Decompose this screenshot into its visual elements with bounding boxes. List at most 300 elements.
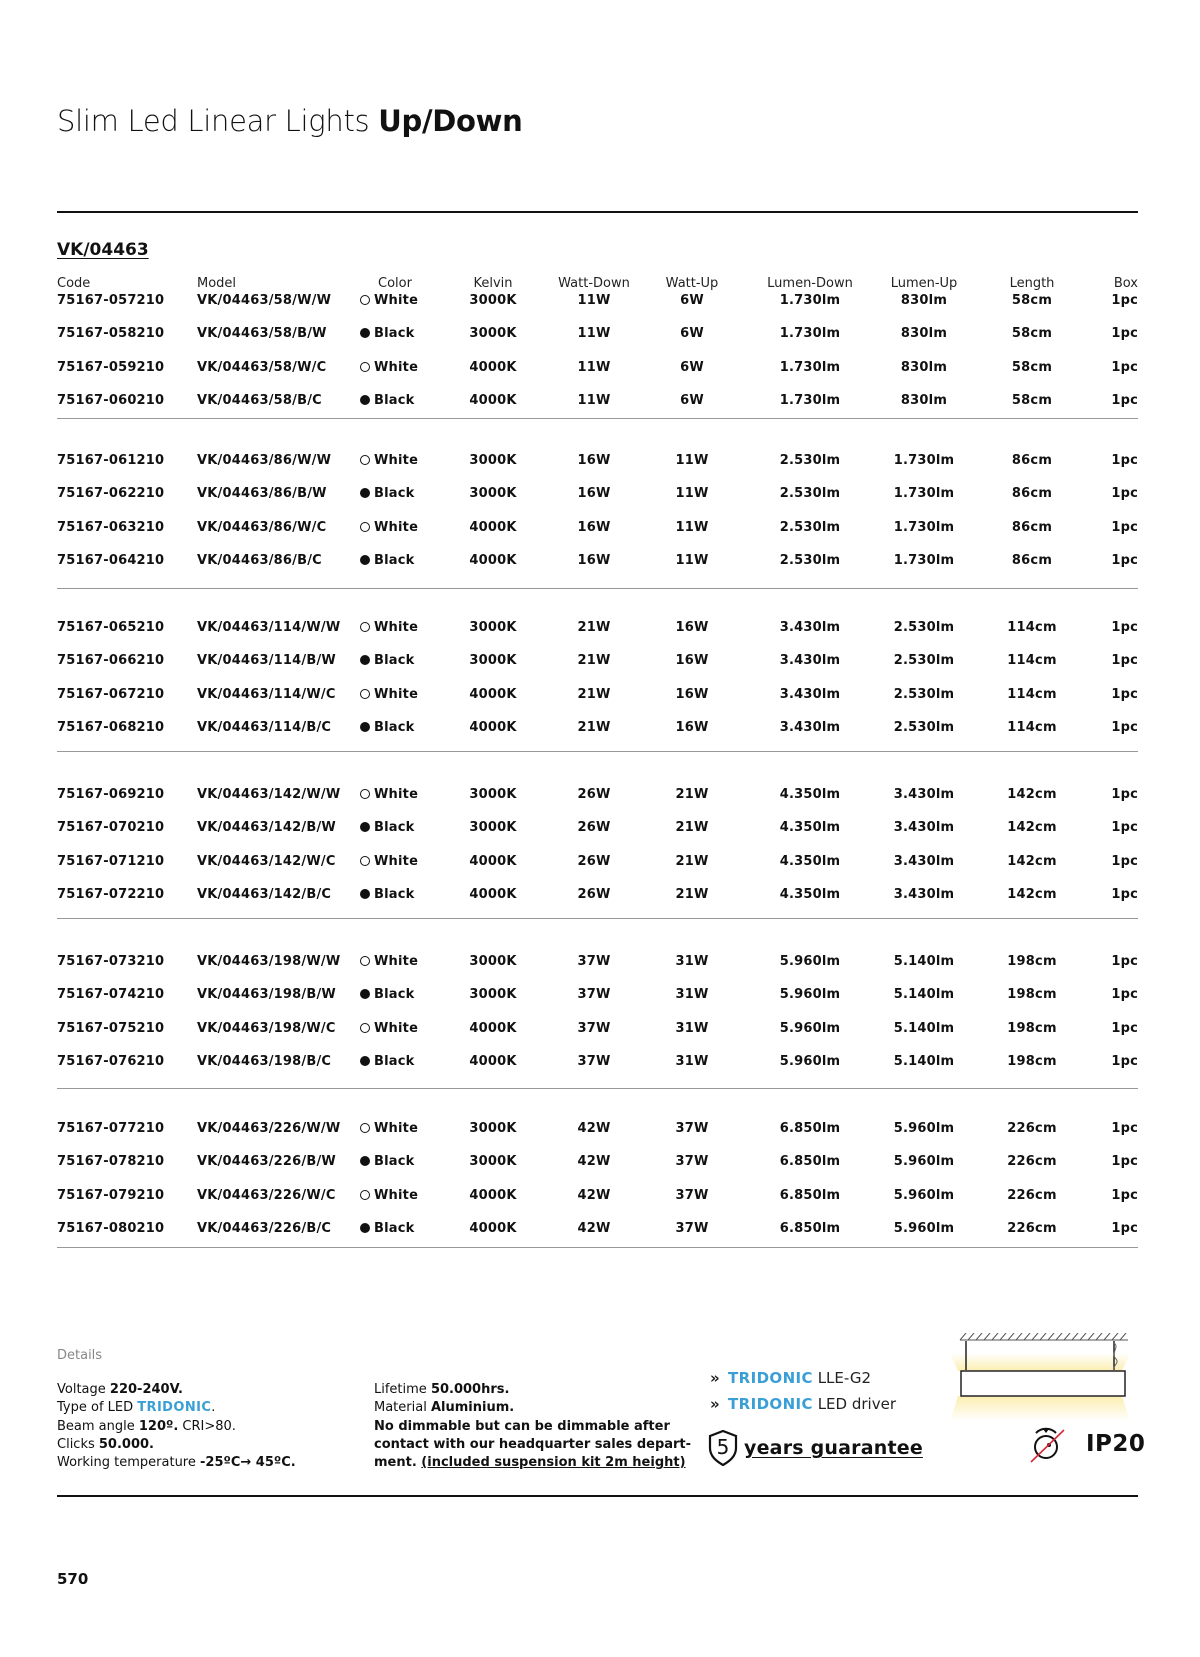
driver-item (710, 1365, 896, 1391)
cell-watt-up: 31W (675, 1054, 709, 1070)
white-circle-icon (360, 856, 370, 866)
cell-lumen-down: 4.350lm (779, 853, 841, 869)
cell-color (360, 1121, 430, 1136)
cell-model: VK/04463/198/W/C (197, 1020, 336, 1036)
cell-code: 75167-078210 (57, 1154, 165, 1170)
tridonic-logo: TRIDONIC (728, 1369, 813, 1387)
lifetime-label: Lifetime (374, 1382, 431, 1397)
header-model: Model (197, 276, 237, 291)
cell-kelvin: 3000K (469, 653, 517, 669)
details-column-1 (57, 1381, 296, 1472)
cell-lumen-up: 1.730lm (893, 453, 955, 468)
cell-code: 75167-074210 (57, 987, 165, 1003)
cell-length: 114cm (1007, 686, 1057, 702)
cell-watt-down: 37W (577, 954, 611, 969)
cell-code: 75167-080210 (57, 1221, 165, 1237)
color-label: White (374, 1121, 419, 1136)
group-divider (57, 1088, 1138, 1089)
table-row (57, 326, 1138, 344)
cell-model: VK/04463/58/B/C (197, 393, 322, 409)
cell-lumen-up: 5.960lm (893, 1221, 955, 1237)
cell-lumen-down: 4.350lm (779, 887, 841, 903)
cell-lumen-down: 5.960lm (779, 1020, 841, 1036)
series-title: VK/04463 (57, 240, 149, 260)
table-row (57, 854, 1138, 872)
black-circle-icon (360, 822, 370, 832)
table-row (57, 1188, 1138, 1206)
cell-lumen-down: 3.430lm (779, 620, 841, 635)
tridonic-logo: TRIDONIC (137, 1400, 212, 1416)
cell-watt-up: 31W (675, 987, 709, 1003)
lifetime-value: 50.000hrs. (430, 1382, 510, 1397)
cell-kelvin: 4000K (469, 853, 517, 869)
cell-kelvin: 3000K (469, 787, 517, 802)
voltage-line (57, 1381, 296, 1399)
cell-color (360, 486, 430, 501)
table-row (57, 1054, 1138, 1072)
cell-length: 142cm (1007, 820, 1057, 836)
cell-length: 226cm (1007, 1154, 1057, 1170)
material-line (374, 1399, 691, 1417)
cell-lumen-up: 5.140lm (893, 1054, 955, 1070)
cell-box: 1pc (1111, 1121, 1138, 1136)
cell-watt-up: 21W (675, 887, 709, 903)
cell-watt-down: 21W (577, 620, 611, 635)
cell-color (360, 653, 430, 668)
table-row (57, 293, 1138, 311)
color-label: Black (374, 820, 415, 836)
cell-code: 75167-059210 (57, 359, 165, 375)
up-down-light-diagram-icon (950, 1333, 1130, 1425)
white-circle-icon (360, 295, 370, 305)
temp-value: -25ºC→ 45ºC. (200, 1455, 296, 1471)
cell-color (360, 326, 430, 341)
cell-box: 1pc (1111, 653, 1138, 669)
cell-watt-down: 42W (577, 1187, 611, 1203)
color-label: Black (374, 653, 415, 669)
cell-watt-down: 11W (577, 359, 611, 375)
cell-kelvin: 3000K (469, 486, 517, 502)
color-label: White (374, 620, 419, 635)
cell-lumen-up: 5.960lm (893, 1121, 955, 1136)
header-code: Code (57, 276, 91, 291)
cell-lumen-up: 3.430lm (893, 853, 955, 869)
cell-model: VK/04463/198/B/C (197, 1054, 332, 1070)
cell-kelvin: 3000K (469, 954, 517, 969)
cell-color (360, 987, 430, 1002)
cell-kelvin: 4000K (469, 1054, 517, 1070)
cell-box: 1pc (1111, 486, 1138, 502)
cell-model: VK/04463/226/B/W (197, 1154, 336, 1170)
table-row (57, 987, 1138, 1005)
cell-code: 75167-063210 (57, 519, 165, 535)
temp-label: Working temperature (57, 1455, 200, 1471)
cell-lumen-down: 3.430lm (779, 653, 841, 669)
cell-code: 75167-066210 (57, 653, 165, 669)
cell-watt-down: 16W (577, 553, 611, 569)
cell-lumen-up: 3.430lm (893, 820, 955, 836)
driver-text: LLE-G2 (817, 1369, 872, 1387)
cell-length: 142cm (1007, 853, 1057, 869)
cell-color (360, 720, 430, 735)
table-row (57, 954, 1138, 972)
cell-color (360, 520, 430, 535)
cell-watt-up: 37W (675, 1221, 709, 1237)
cell-watt-up: 16W (675, 720, 709, 736)
cell-length: 114cm (1007, 620, 1057, 635)
cell-lumen-down: 2.530lm (779, 553, 841, 569)
cell-watt-up: 6W (680, 393, 704, 409)
white-circle-icon (360, 622, 370, 632)
cell-length: 86cm (1011, 553, 1053, 569)
cell-lumen-up: 1.730lm (893, 553, 955, 569)
color-label: Black (374, 393, 415, 409)
table-row (57, 620, 1138, 638)
cell-lumen-down: 6.850lm (779, 1221, 841, 1237)
cell-model: VK/04463/58/W/C (197, 359, 327, 375)
cell-box: 1pc (1111, 954, 1138, 969)
cell-kelvin: 3000K (469, 1121, 517, 1136)
color-label: White (374, 954, 419, 969)
cell-color (360, 1021, 430, 1036)
white-circle-icon (360, 362, 370, 372)
ip-rating-block (1028, 1424, 1145, 1464)
cell-watt-down: 16W (577, 453, 611, 468)
cell-code: 75167-075210 (57, 1020, 165, 1036)
header-lumen-down: Lumen-Down (767, 276, 853, 291)
spec-table (57, 276, 1138, 1237)
table-row (57, 1121, 1138, 1139)
cell-lumen-down: 1.730lm (779, 359, 841, 375)
cell-lumen-down: 5.960lm (779, 1054, 841, 1070)
cell-color (360, 854, 430, 869)
cell-model: VK/04463/86/W/W (197, 453, 332, 468)
cell-model: VK/04463/114/B/C (197, 720, 332, 736)
cell-lumen-down: 3.430lm (779, 720, 841, 736)
cell-model: VK/04463/226/W/W (197, 1121, 341, 1136)
cell-color (360, 687, 430, 702)
page-number: 570 (57, 1570, 89, 1588)
black-circle-icon (360, 555, 370, 565)
dimmable-text-2: contact with our headquarter sales depart- (374, 1436, 692, 1452)
cell-box: 1pc (1111, 519, 1138, 535)
cell-model: VK/04463/226/W/C (197, 1187, 336, 1203)
white-circle-icon (360, 1190, 370, 1200)
cell-kelvin: 4000K (469, 519, 517, 535)
cell-lumen-down: 1.730lm (779, 326, 841, 342)
cell-watt-up: 6W (680, 326, 704, 342)
cell-lumen-up: 1.730lm (893, 486, 955, 502)
cell-kelvin: 3000K (469, 820, 517, 836)
clicks-value: 50.000. (98, 1436, 154, 1452)
cell-kelvin: 4000K (469, 553, 517, 569)
cell-box: 1pc (1111, 553, 1138, 569)
cell-lumen-down: 3.430lm (779, 686, 841, 702)
cell-box: 1pc (1111, 853, 1138, 869)
cell-color (360, 954, 430, 969)
temperature-line (57, 1454, 296, 1472)
cell-code: 75167-067210 (57, 686, 165, 702)
cell-watt-down: 11W (577, 293, 611, 308)
group-divider (57, 918, 1138, 919)
cell-lumen-up: 830lm (900, 393, 948, 409)
cell-color (360, 1221, 430, 1236)
cell-watt-up: 31W (675, 954, 709, 969)
cell-code: 75167-060210 (57, 393, 165, 409)
cell-color (360, 820, 430, 835)
cell-watt-down: 42W (577, 1221, 611, 1237)
black-circle-icon (360, 395, 370, 405)
material-label: Material (374, 1400, 431, 1416)
cell-lumen-up: 2.530lm (893, 686, 955, 702)
ip-rating: IP20 (1086, 1431, 1146, 1457)
cell-lumen-up: 5.960lm (893, 1154, 955, 1170)
cell-kelvin: 3000K (469, 453, 517, 468)
cell-watt-down: 11W (577, 326, 611, 342)
white-circle-icon (360, 789, 370, 799)
cell-kelvin: 3000K (469, 620, 517, 635)
cell-length: 226cm (1007, 1221, 1057, 1237)
cell-watt-up: 21W (675, 787, 709, 802)
top-divider (57, 211, 1138, 213)
cell-lumen-up: 5.140lm (893, 954, 955, 969)
cell-lumen-up: 5.960lm (893, 1187, 955, 1203)
cell-box: 1pc (1111, 1154, 1138, 1170)
cell-watt-up: 37W (675, 1154, 709, 1170)
cell-watt-down: 26W (577, 787, 611, 802)
cell-box: 1pc (1111, 820, 1138, 836)
cell-model: VK/04463/198/B/W (197, 987, 336, 1003)
table-row (57, 687, 1138, 705)
cell-lumen-down: 6.850lm (779, 1187, 841, 1203)
cell-box: 1pc (1111, 326, 1138, 342)
color-label: White (374, 453, 419, 468)
cell-kelvin: 4000K (469, 1020, 517, 1036)
cell-model: VK/04463/86/W/C (197, 519, 327, 535)
table-row (57, 1221, 1138, 1239)
header-color: Color (378, 276, 412, 291)
cell-lumen-down: 2.530lm (779, 453, 841, 468)
cell-watt-down: 21W (577, 686, 611, 702)
cell-watt-down: 26W (577, 887, 611, 903)
table-row (57, 360, 1138, 378)
table-row (57, 720, 1138, 738)
table-row (57, 520, 1138, 538)
cell-watt-up: 11W (675, 453, 709, 468)
material-value: Aluminium. (430, 1400, 515, 1416)
cell-lumen-up: 2.530lm (893, 720, 955, 736)
color-label: White (374, 686, 419, 702)
beam-label: Beam angle (57, 1418, 139, 1434)
header-lumen-up: Lumen-Up (890, 276, 958, 291)
cell-lumen-up: 5.140lm (893, 1020, 955, 1036)
cell-code: 75167-073210 (57, 954, 165, 969)
cell-code: 75167-076210 (57, 1054, 165, 1070)
table-row (57, 820, 1138, 838)
cell-color (360, 1188, 430, 1203)
cell-length: 58cm (1011, 393, 1053, 409)
color-label: White (374, 359, 419, 375)
bullet-icon: » (710, 1369, 720, 1387)
cell-kelvin: 4000K (469, 1221, 517, 1237)
color-label: Black (374, 887, 415, 903)
clicks-label: Clicks (57, 1436, 99, 1452)
black-circle-icon (360, 488, 370, 498)
dimmable-text-3: ment. (374, 1455, 422, 1471)
group-divider (57, 751, 1138, 752)
cell-kelvin: 4000K (469, 686, 517, 702)
cell-length: 198cm (1007, 1054, 1057, 1070)
table-row (57, 393, 1138, 411)
white-circle-icon (360, 455, 370, 465)
cell-watt-up: 6W (680, 359, 704, 375)
tridonic-logo: TRIDONIC (728, 1395, 813, 1413)
cell-watt-up: 21W (675, 853, 709, 869)
cell-color (360, 453, 430, 468)
voltage-value: 220-240V. (109, 1382, 183, 1397)
cell-watt-down: 37W (577, 1020, 611, 1036)
header-watt-down: Watt-Down (558, 276, 630, 291)
table-row (57, 653, 1138, 671)
cell-watt-down: 26W (577, 853, 611, 869)
header-length: Length (1009, 276, 1055, 291)
color-label: White (374, 853, 419, 869)
cell-watt-down: 21W (577, 720, 611, 736)
black-circle-icon (360, 722, 370, 732)
cell-code: 75167-065210 (57, 620, 165, 635)
cell-watt-up: 31W (675, 1020, 709, 1036)
cell-lumen-up: 5.140lm (893, 987, 955, 1003)
cell-color (360, 887, 430, 902)
cell-code: 75167-058210 (57, 326, 165, 342)
cell-box: 1pc (1111, 1187, 1138, 1203)
led-label: Type of LED (57, 1400, 138, 1416)
driver-text: LED driver (817, 1395, 896, 1413)
cell-length: 142cm (1007, 887, 1057, 903)
cell-code: 75167-068210 (57, 720, 165, 736)
cell-length: 86cm (1011, 519, 1053, 535)
white-circle-icon (360, 522, 370, 532)
cell-length: 226cm (1007, 1121, 1057, 1136)
cell-watt-down: 11W (577, 393, 611, 409)
cell-length: 198cm (1007, 1020, 1057, 1036)
cell-box: 1pc (1111, 787, 1138, 802)
cell-model: VK/04463/142/B/C (197, 887, 332, 903)
voltage-label: Voltage (57, 1382, 110, 1397)
cell-box: 1pc (1111, 887, 1138, 903)
cell-watt-up: 11W (675, 553, 709, 569)
table-row (57, 1154, 1138, 1172)
cell-box: 1pc (1111, 987, 1138, 1003)
cell-watt-up: 37W (675, 1121, 709, 1136)
cell-code: 75167-064210 (57, 553, 165, 569)
cell-length: 58cm (1011, 293, 1053, 308)
white-circle-icon (360, 1123, 370, 1133)
cell-watt-down: 21W (577, 653, 611, 669)
cell-lumen-up: 3.430lm (893, 887, 955, 903)
cell-model: VK/04463/86/B/C (197, 553, 322, 569)
cell-kelvin: 4000K (469, 393, 517, 409)
color-label: Black (374, 1054, 415, 1070)
cell-lumen-down: 2.530lm (779, 519, 841, 535)
cell-lumen-down: 6.850lm (779, 1121, 841, 1136)
cell-length: 114cm (1007, 653, 1057, 669)
cell-length: 58cm (1011, 359, 1053, 375)
color-label: Black (374, 987, 415, 1003)
cell-color (360, 360, 430, 375)
cell-color (360, 787, 430, 802)
cell-model: VK/04463/114/B/W (197, 653, 336, 669)
cell-watt-up: 16W (675, 653, 709, 669)
cell-lumen-up: 830lm (900, 326, 948, 342)
dimmable-line-3 (374, 1454, 691, 1472)
cell-watt-down: 37W (577, 987, 611, 1003)
cell-color (360, 553, 430, 568)
cell-lumen-down: 1.730lm (779, 293, 841, 308)
cell-lumen-up: 1.730lm (893, 519, 955, 535)
driver-item (710, 1391, 896, 1417)
cell-watt-down: 37W (577, 1054, 611, 1070)
cell-lumen-up: 830lm (900, 359, 948, 375)
color-label: Black (374, 1221, 415, 1237)
page-title (57, 104, 522, 138)
cell-model: VK/04463/142/W/W (197, 787, 341, 802)
black-circle-icon (360, 989, 370, 999)
cell-watt-up: 6W (680, 293, 704, 308)
cell-code: 75167-079210 (57, 1187, 165, 1203)
cell-box: 1pc (1111, 620, 1138, 635)
color-label: White (374, 519, 419, 535)
cell-watt-up: 21W (675, 820, 709, 836)
cell-color (360, 1154, 430, 1169)
title-bold: Up/Down (378, 104, 523, 138)
cell-lumen-up: 3.430lm (893, 787, 955, 802)
cell-code: 75167-062210 (57, 486, 165, 502)
cell-color (360, 393, 430, 408)
cell-kelvin: 4000K (469, 720, 517, 736)
cell-kelvin: 3000K (469, 293, 517, 308)
driver-list (710, 1365, 896, 1417)
cell-kelvin: 3000K (469, 326, 517, 342)
cell-watt-up: 37W (675, 1187, 709, 1203)
cell-code: 75167-069210 (57, 787, 165, 802)
cell-watt-down: 16W (577, 519, 611, 535)
cell-watt-down: 42W (577, 1121, 611, 1136)
color-label: White (374, 293, 419, 308)
group-divider (57, 588, 1138, 589)
table-header (57, 276, 1138, 294)
black-circle-icon (360, 1223, 370, 1233)
cell-model: VK/04463/114/W/C (197, 686, 336, 702)
clicks-line (57, 1436, 296, 1454)
cell-lumen-up: 830lm (900, 293, 948, 308)
guarantee-badge (708, 1430, 923, 1466)
cell-watt-down: 42W (577, 1154, 611, 1170)
group-divider (57, 418, 1138, 419)
cell-kelvin: 3000K (469, 1154, 517, 1170)
lifetime-line (374, 1381, 691, 1399)
cell-model: VK/04463/58/B/W (197, 326, 327, 342)
cell-model: VK/04463/226/B/C (197, 1221, 332, 1237)
dimmable-text-1: No dimmable but can be dimmable after (374, 1418, 670, 1434)
white-circle-icon (360, 956, 370, 966)
black-circle-icon (360, 1056, 370, 1066)
cell-color (360, 293, 430, 308)
cell-color (360, 1054, 430, 1069)
cell-lumen-down: 4.350lm (779, 787, 841, 802)
suspension-note: (included suspension kit 2m height) (421, 1455, 686, 1471)
cell-code: 75167-071210 (57, 853, 165, 869)
